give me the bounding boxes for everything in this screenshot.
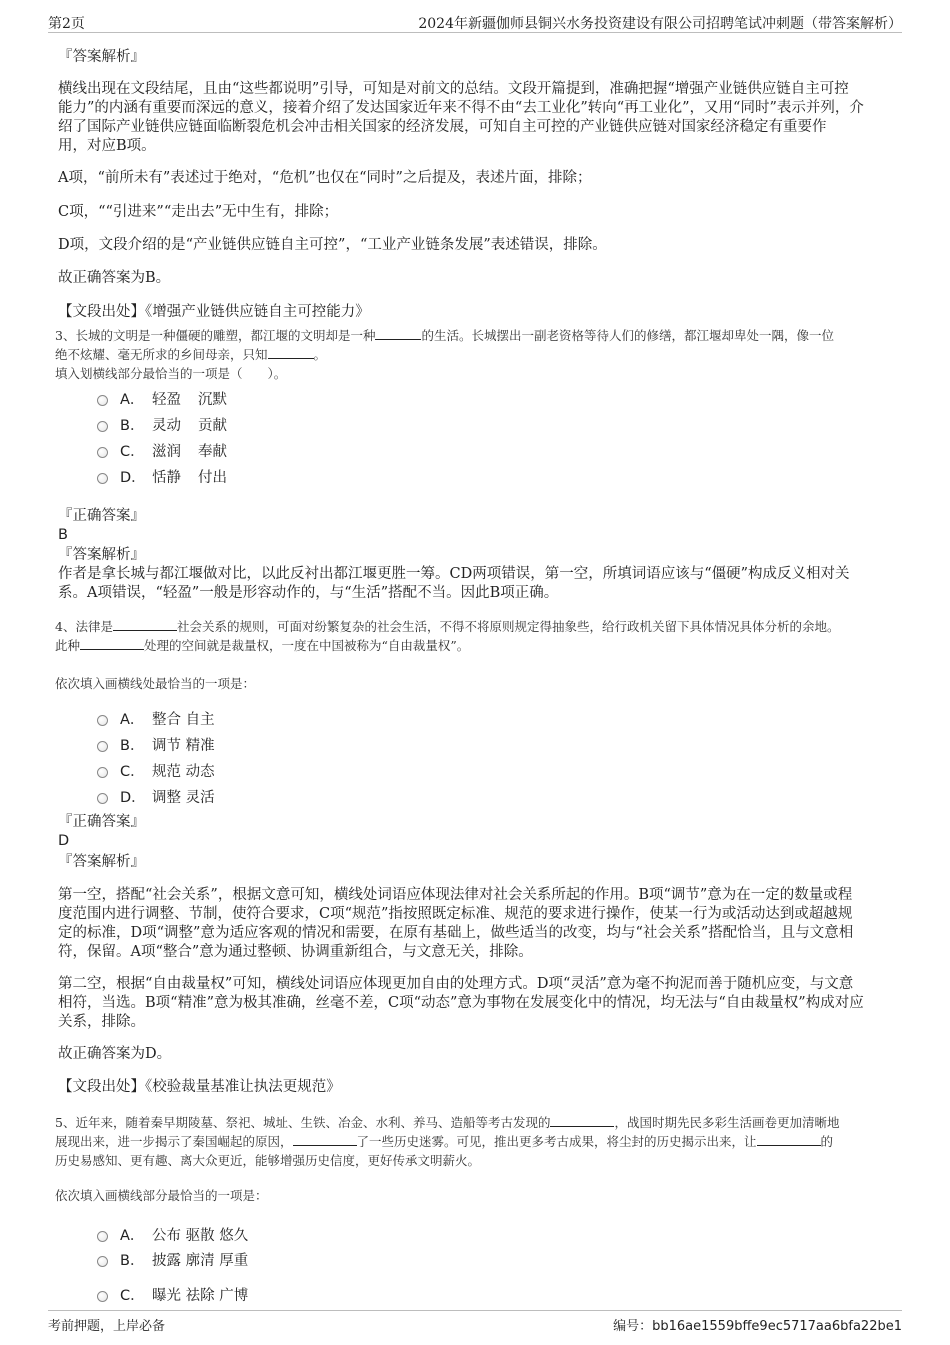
text-line: 绍了国际产业链供应链面临断裂危机会冲击相关国家的经济发展，可知自主可控的产业链供应链对国家经济稳定有重要作 bbox=[58, 119, 827, 135]
footer-id-label: 编号： bbox=[613, 1319, 653, 1334]
option-letter: C． bbox=[120, 444, 145, 460]
text-line: 第一空，搭配“社会关系”，根据文意可知，横线处词语应体现法律对社会关系所起的作用。B项“调节”意为在一定的数量或程 bbox=[58, 887, 853, 903]
text-line: 相符，当选。B项“精准”意为极其准确，丝毫不差，C项“动态”意为事物在发展变化中的情况，均无法与“自由裁量权”构成对应 bbox=[58, 995, 864, 1011]
q4-answer: D bbox=[58, 833, 70, 849]
text-segment: 3、长城的文明是一种僵硬的雕塑，都江堰的文明却是一种 bbox=[55, 328, 376, 343]
footer-id bbox=[613, 1315, 902, 1334]
text-line: 定的标准，D项“调整”意为适应客观的情况和需要，在原有基础上，做些适当的改变，均与“社会关系”搭配恰当，且与文意相 bbox=[58, 925, 854, 941]
q3-analysis bbox=[58, 565, 896, 603]
radio-icon[interactable] bbox=[97, 421, 108, 432]
q5-stem bbox=[55, 1113, 900, 1170]
radio-icon[interactable] bbox=[97, 741, 108, 752]
text-line: 用，对应B项。 bbox=[58, 138, 156, 154]
fill-blank bbox=[113, 618, 177, 631]
radio-icon[interactable] bbox=[97, 473, 108, 484]
q2-analysis-paragraph bbox=[58, 80, 896, 156]
q3-option-d[interactable] bbox=[97, 466, 227, 487]
q3-answer: B bbox=[58, 527, 68, 543]
q5-prompt: 依次填入画横线部分最恰当的一项是： bbox=[55, 1188, 268, 1203]
option-word: 灵动 bbox=[152, 418, 181, 434]
text-segment: 此种 bbox=[55, 638, 81, 653]
option-letter: B． bbox=[120, 738, 145, 754]
q4-analysis-paragraph-1 bbox=[58, 886, 896, 962]
radio-icon[interactable] bbox=[97, 447, 108, 458]
q4-stem bbox=[55, 617, 900, 655]
option-text: 规范 动态 bbox=[152, 764, 215, 780]
text-line: 历史易感知、更有趣、离大众更近，能够增强历史信度，更好传承文明薪火。 bbox=[55, 1153, 481, 1168]
page-footer bbox=[48, 1310, 902, 1335]
q5-option-c[interactable] bbox=[97, 1284, 248, 1305]
q5-option-a[interactable] bbox=[97, 1224, 248, 1245]
option-word: 轻盈 bbox=[152, 392, 181, 408]
q4-prompt: 依次填入画横线处最恰当的一项是： bbox=[55, 676, 256, 691]
radio-icon[interactable] bbox=[97, 715, 108, 726]
q4-option-a[interactable] bbox=[97, 708, 215, 729]
text-segment: 的生活。长城摆出一副老资格等待人们的修缮，都江堰却卑处一隅，像一位 bbox=[421, 328, 834, 343]
text-line: 能力”的内涵有重要而深远的意义，接着介绍了发达国家近年来不得不由“去工业化”转向“再工业化”，又用“同时”表示并列，介 bbox=[58, 100, 864, 116]
option-word: 奉献 bbox=[198, 444, 227, 460]
q4-answer-title: 『正确答案』 bbox=[58, 814, 145, 830]
q2-source: 【文段出处】《增强产业链供应链自主可控能力》 bbox=[58, 304, 370, 320]
option-text: 曝光 祛除 广博 bbox=[152, 1288, 249, 1304]
text-segment: 4、法律是 bbox=[55, 619, 113, 634]
page-header bbox=[48, 10, 902, 33]
radio-icon[interactable] bbox=[97, 1256, 108, 1267]
q2-analysis-option-c: C项，““引进来”“走出去”无中生有，排除； bbox=[58, 204, 339, 220]
footer-id-code: bb16ae1559bffe9ec5717aa6bfa22be1 bbox=[652, 1319, 902, 1334]
radio-icon[interactable] bbox=[97, 1291, 108, 1302]
option-letter: A． bbox=[120, 392, 145, 408]
q4-option-d[interactable] bbox=[97, 786, 215, 807]
document-title: 2024年新疆伽师县铜兴水务投资建设有限公司招聘笔试冲刺题（带答案解析） bbox=[418, 16, 902, 32]
option-word: 恬静 bbox=[152, 470, 181, 486]
q4-analysis-title: 『答案解析』 bbox=[58, 854, 145, 870]
option-text: 调节 精准 bbox=[152, 738, 215, 754]
text-segment: 展现出来，进一步揭示了秦国崛起的原因， bbox=[55, 1134, 293, 1149]
q2-analysis-option-d: D项，文段介绍的是“产业链供应链自主可控”，“工业产业链条发展”表述错误，排除。 bbox=[58, 237, 607, 253]
option-word: 贡献 bbox=[198, 418, 227, 434]
q3-option-a[interactable] bbox=[97, 388, 227, 409]
fill-blank bbox=[757, 1133, 821, 1146]
option-text: 调整 灵活 bbox=[152, 790, 215, 806]
radio-icon[interactable] bbox=[97, 793, 108, 804]
radio-icon[interactable] bbox=[97, 1231, 108, 1242]
option-letter: D． bbox=[120, 470, 146, 486]
fill-blank bbox=[375, 327, 421, 340]
q3-stem bbox=[55, 326, 900, 383]
radio-icon[interactable] bbox=[97, 767, 108, 778]
option-word: 沉默 bbox=[198, 392, 227, 408]
q2-analysis-title: 『答案解析』 bbox=[58, 49, 145, 65]
option-letter: C． bbox=[120, 764, 145, 780]
fill-blank bbox=[293, 1133, 357, 1146]
option-letter: B． bbox=[120, 418, 145, 434]
option-word: 付出 bbox=[198, 470, 227, 486]
q3-prompt: 填入划横线部分最恰当的一项是（ ）。 bbox=[55, 366, 287, 381]
text-segment: 绝不炫耀、毫无所求的乡间母亲，只知 bbox=[55, 347, 268, 362]
option-letter: A． bbox=[120, 712, 145, 728]
q4-option-b[interactable] bbox=[97, 734, 215, 755]
text-segment: 的 bbox=[820, 1134, 834, 1149]
q3-analysis-title: 『答案解析』 bbox=[58, 547, 145, 563]
option-letter: A． bbox=[120, 1228, 145, 1244]
page-number: 第2页 bbox=[48, 16, 85, 32]
radio-icon[interactable] bbox=[97, 395, 108, 406]
option-letter: D． bbox=[120, 790, 146, 806]
q4-source: 【文段出处】《校验裁量基准让执法更规范》 bbox=[58, 1079, 341, 1095]
footer-slogan: 考前押题，上岸必备 bbox=[48, 1319, 166, 1334]
text-segment: 5、近年来，随着秦早期陵墓、祭祀、城址、生铁、冶金、水利、养马、造船等考古发现的 bbox=[55, 1115, 551, 1130]
text-segment: 社会关系的规则，可面对纷繁复杂的社会生活，不得不将原则规定得抽象些，给行政机关留下具体情况具体分析的余地。 bbox=[176, 619, 840, 634]
q2-conclusion: 故正确答案为B。 bbox=[58, 270, 171, 286]
q4-conclusion: 故正确答案为D。 bbox=[58, 1046, 172, 1062]
text-line: 第二空，根据“自由裁量权”可知，横线处词语应体现更加自由的处理方式。D项“灵活”意为毫不拘泥而善于随机应变，与文意 bbox=[58, 976, 854, 992]
q4-analysis-paragraph-2 bbox=[58, 975, 896, 1032]
option-text: 整合 自主 bbox=[152, 712, 215, 728]
q3-option-c[interactable] bbox=[97, 440, 227, 461]
option-word: 滋润 bbox=[152, 444, 181, 460]
text-line: 关系，排除。 bbox=[58, 1014, 145, 1030]
text-line: 度范围内进行调整、节制，使符合要求，C项“规范”指按照既定标准、规范的要求进行操作，使某一行为或活动达到或超越规 bbox=[58, 906, 853, 922]
q2-analysis-option-a: A项，“前所未有”表述过于绝对，“危机”也仅在“同时”之后提及，表述片面，排除； bbox=[58, 170, 592, 186]
fill-blank bbox=[550, 1114, 614, 1127]
option-letter: C． bbox=[120, 1288, 145, 1304]
option-text: 披露 廓清 厚重 bbox=[152, 1253, 249, 1269]
text-line: 作者是拿长城与都江堰做对比，以此反衬出都江堰更胜一筹。CD两项错误，第一空，所填词语应该与“僵硬”构成反义相对关 bbox=[58, 566, 850, 582]
text-line: 符，保留。A项“整合”意为通过整顿、协调重新组合，与文意无关，排除。 bbox=[58, 944, 533, 960]
fill-blank bbox=[268, 346, 314, 359]
text-segment: 处理的空间就是裁量权，一度在中国被称为“自由裁量权”。 bbox=[144, 638, 470, 653]
option-letter: B． bbox=[120, 1253, 145, 1269]
text-segment: 了一些历史迷雾。可见，推出更多考古成果，将尘封的历史揭示出来，让 bbox=[356, 1134, 757, 1149]
text-segment: ，战国时期先民多彩生活画卷更加清晰地 bbox=[614, 1115, 840, 1130]
q3-option-b[interactable] bbox=[97, 414, 227, 435]
text-segment: 。 bbox=[313, 347, 327, 362]
q3-answer-title: 『正确答案』 bbox=[58, 508, 145, 524]
option-text: 公布 驱散 悠久 bbox=[152, 1228, 249, 1244]
text-line: 横线出现在文段结尾，且由“这些都说明”引导，可知是对前文的总结。文段开篇提到，准确把握“增强产业链供应链自主可控 bbox=[58, 81, 849, 97]
text-line: 系。A项错误，“轻盈”一般是形容动作的，与“生活”搭配不当。因此B项正确。 bbox=[58, 585, 559, 601]
fill-blank bbox=[80, 637, 144, 650]
q5-option-b[interactable] bbox=[97, 1249, 248, 1270]
q4-option-c[interactable] bbox=[97, 760, 215, 781]
